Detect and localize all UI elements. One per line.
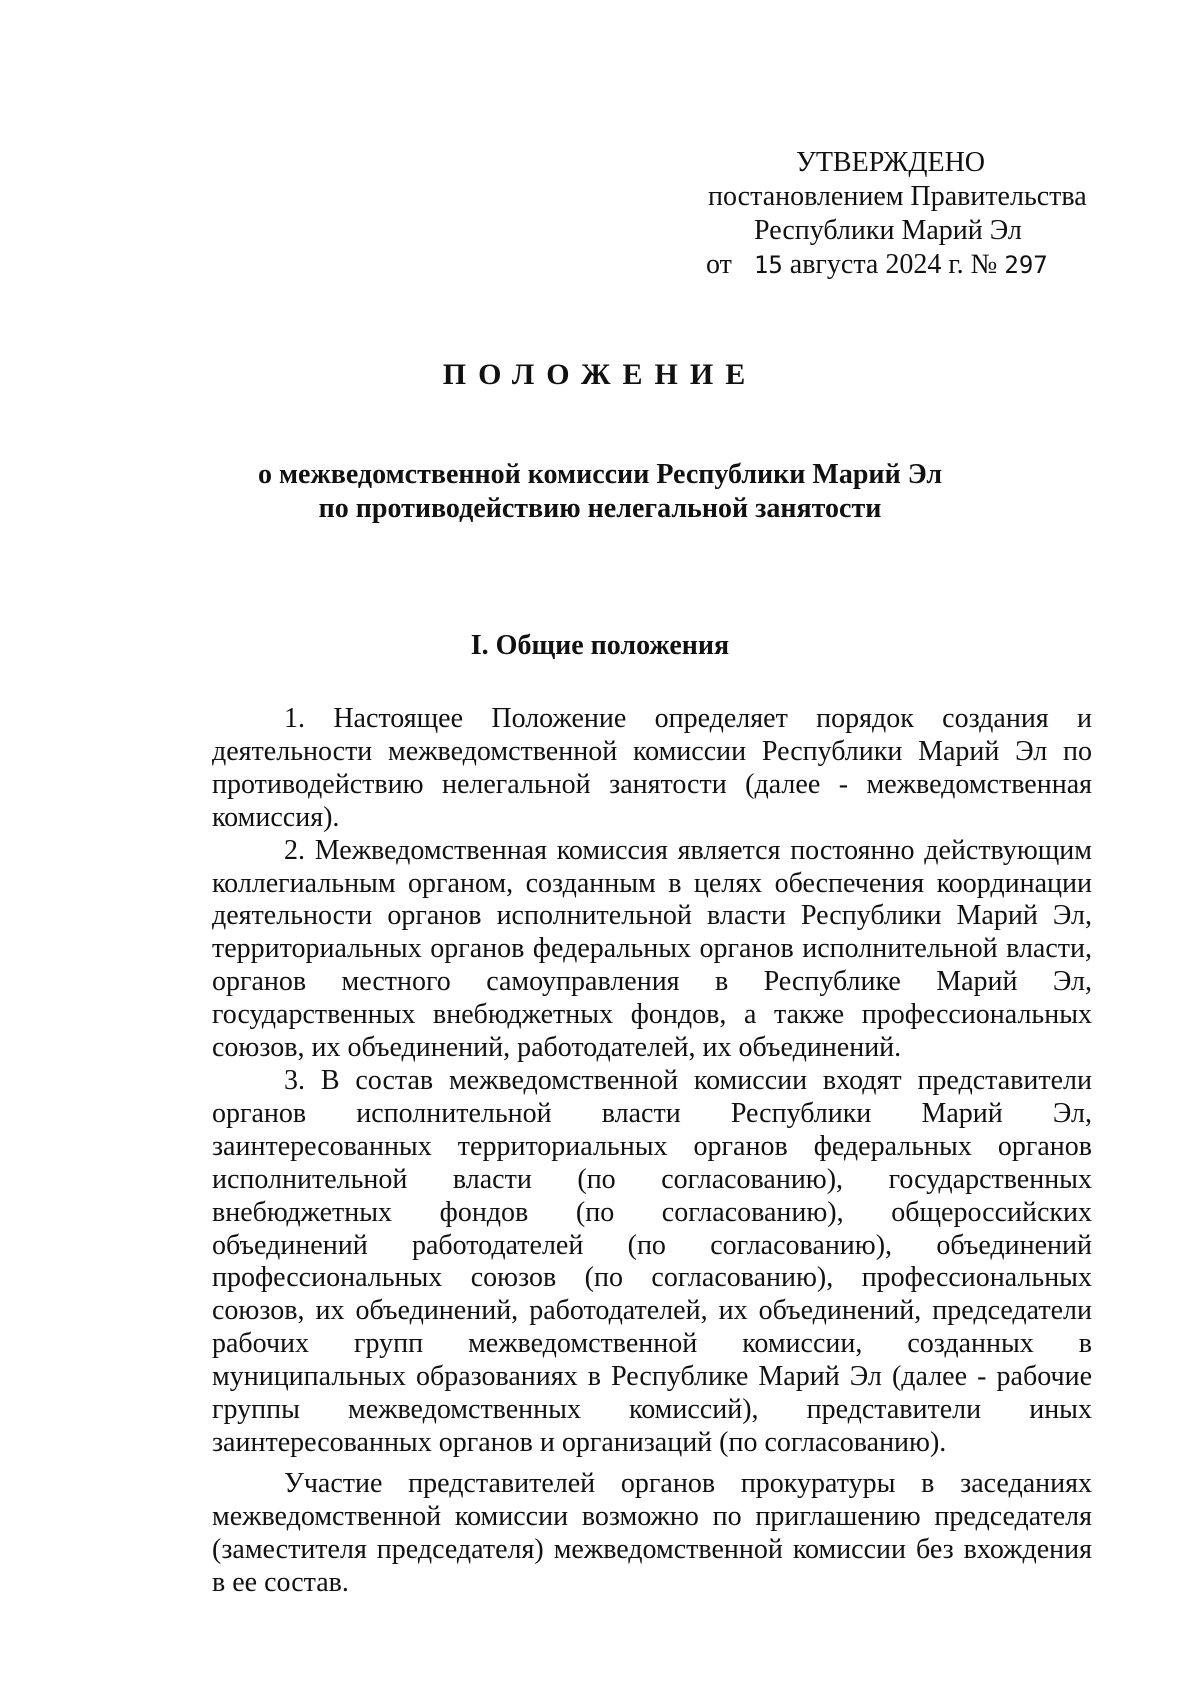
approval-date-line bbox=[690, 248, 1090, 282]
paragraph-4: Участие представителей органов прокуратуры в заседаниях межведомственной комиссии возможно по приглашению председателя (заместителя председателя) межведомственной комиссии без вхождения в ее состав. bbox=[212, 1467, 1092, 1598]
paragraph-1: 1. Настоящее Положение определяет порядок создания и деятельности межведомственной комиссии Республики Марий Эл по противодействию нелегальной занятости (далее - межведомственная комиссия). bbox=[212, 703, 1092, 833]
section-heading: I. Общие положения bbox=[470, 630, 730, 661]
paragraph-2: 2. Межведомственная комиссия является постоянно действующим коллегиальным органом, созданным в целях обеспечения координации деятельности органов исполнительной власти Республики Марий Эл, территориальных органов федеральных органов исполнительной власти, органов местного самоуправления в Республике Марий Эл, государственных внебюджетных фондов, а также профессиональных союзов, их объединений, работодателей, их объединений. bbox=[212, 834, 1092, 1064]
approval-date-month-year: августа 2024 г. № bbox=[789, 249, 998, 280]
paragraph-3: 3. В состав межведомственной комиссии входят представители органов исполнительной власти Республики Марий Эл, заинтересованных территориальных органов федеральных органов исполнительной власти (по согласованию), государственных внебюджетных фондов (по согласованию), общероссийских объединений работодателей (по согласованию), объединений профессиональных союзов (по согласованию), профессиональных союзов, их объединений, работодателей, их объединений, председатели рабочих групп межведомственной комиссии, созданных в муниципальных образованиях в Республике Марий Эл (далее - рабочие группы межведомственных комиссий), представители иных заинтересованных органов и организаций (по согласованию). bbox=[212, 1064, 1092, 1458]
approval-date-prefix: от bbox=[706, 249, 732, 280]
approval-line-2: Республики Марий Эл bbox=[754, 215, 1022, 246]
document-title: ПОЛОЖЕНИЕ bbox=[442, 358, 758, 391]
document-subtitle-line-1: о межведомственной комиссии Республики Марий Эл bbox=[257, 459, 943, 490]
approval-line-1: постановлением Правительства bbox=[708, 181, 1087, 212]
approval-number: 297 bbox=[1004, 251, 1048, 279]
document-subtitle-line-2: по противодействию нелегальной занятости bbox=[318, 493, 882, 524]
approval-date-day: 15 bbox=[753, 251, 783, 279]
approval-stamp bbox=[690, 146, 1090, 282]
document-subtitle bbox=[0, 458, 1200, 526]
section-body bbox=[212, 703, 1092, 1599]
approval-title: УТВЕРЖДЕНО bbox=[796, 147, 986, 178]
